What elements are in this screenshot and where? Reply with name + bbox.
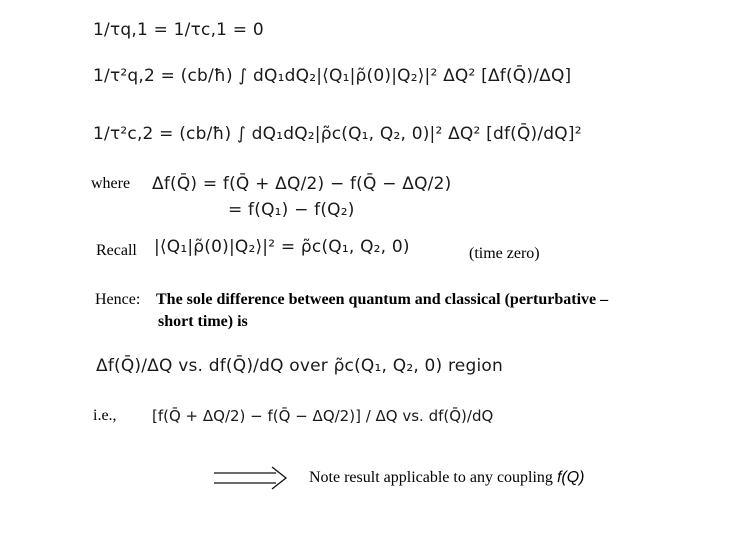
comparison-expression: Δf(Q̄)/ΔQ vs. df(Q̄)/dQ over ρ̃c(Q₁, Q₂, 0) region [96,356,503,376]
ie-label: i.e., [93,407,117,424]
where-label: where [91,175,131,192]
hence-line-1: The sole difference between quantum and classical (perturbative – [156,291,609,308]
ie-expression: [f(Q̄ + ΔQ/2) − f(Q̄ − ΔQ/2)] / ΔQ vs. df(Q̄)/dQ [152,407,494,425]
note-text [309,469,584,487]
equation-2: 1/τ²q,2 = (cb/ħ) ∫ dQ₁dQ₂|⟨Q₁|ρ̃(0)|Q₂⟩|² ΔQ² [Δf(Q̄)/ΔQ] [93,66,572,86]
note-label: Note result applicable to any coupling [309,469,553,486]
where-line-2: = f(Q₁) − f(Q₂) [228,200,355,220]
equation-1: 1/τq,1 = 1/τc,1 = 0 [93,20,264,40]
implies-arrow-icon [214,465,290,491]
recall-label: Recall [96,242,137,259]
hence-label: Hence: [95,291,141,308]
time-zero-note: (time zero) [469,245,540,262]
recall-expression: |⟨Q₁|ρ̃(0)|Q₂⟩|² = ρ̃c(Q₁, Q₂, 0) [154,237,410,257]
where-line-1: Δf(Q̄) = f(Q̄ + ΔQ/2) − f(Q̄ − ΔQ/2) [152,174,452,194]
note-fq: f(Q) [556,469,585,486]
equation-3: 1/τ²c,2 = (cb/ħ) ∫ dQ₁dQ₂|ρ̃c(Q₁, Q₂, 0)|² ΔQ² [df(Q̄)/dQ]² [93,124,582,144]
hence-line-2: short time) is [158,313,248,330]
